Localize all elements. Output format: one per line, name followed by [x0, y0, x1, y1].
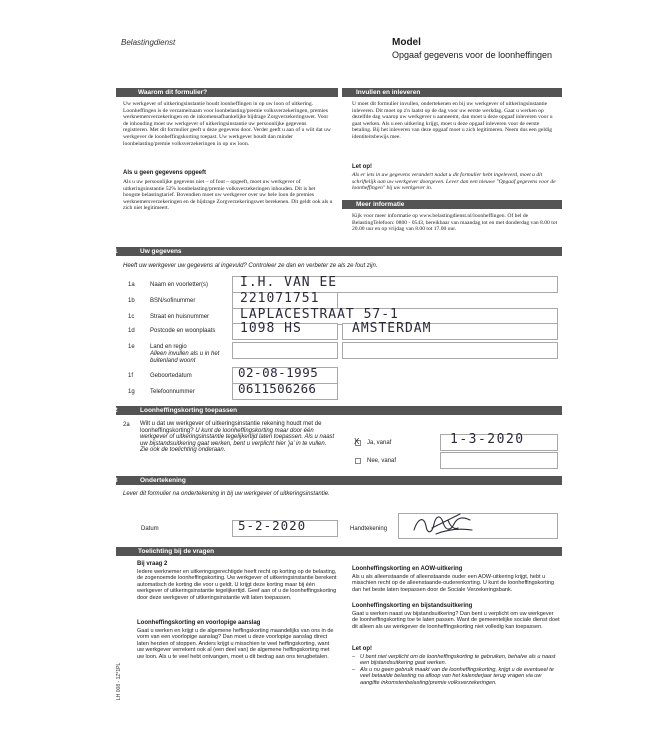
row-2a-question-text: Wilt u dat uw werkgever of uitkeringsinstantie rekening houdt met de loonheffingskorting? [140, 421, 322, 434]
form-title: Opgaaf gegevens voor de loonheffingen [392, 50, 552, 60]
voorlopig-heading: Loonheffingskorting en voorlopige aanslag [137, 620, 261, 626]
agency-name: Belastingdienst [121, 38, 176, 47]
invullen-text: U moet dit formulier invullen, ondertekenen en bij uw werkgever of uitkeringsinstantie inleveren. Dit moet op z'n laatst op de dag voor uw eerste werkdag. Gaat u werken op dezelfde dag waarop uw werkgever u aanneemt, dan moet u deze opgaaf inleveren voor u gaat werken. Als u een uitkering krijgt, moet u deze opgaaf inleveren voor de eerste betaling. Bij het inleveren van deze opgaaf moet u zich legitimeren. Neem dus een geldig identiteitsbewijs mee. [352, 101, 553, 140]
section-1-bar [116, 247, 562, 256]
street-value: LAPLACESTRAAT 57-1 [240, 307, 399, 322]
section-1-heading: Uw gegevens [140, 248, 182, 255]
date-label: Datum [141, 526, 159, 532]
no-checkbox[interactable] [355, 458, 361, 464]
row-1c-number: 1c [128, 314, 135, 320]
geen-gegevens-heading: Als u geen gegevens opgeeft [123, 170, 207, 176]
row-2a-question [140, 421, 336, 454]
letop-item-2: – Als u nu geen gebruik maakt van de loonheffingskorting, krijgt u de eventueel te veel betaalde belasting na afloop van het kalenderjaar terug vragen via uw aangifte inkomstenbelasting/premie volksverzekeringen. [352, 666, 554, 686]
row-1f-label: Geboortedatum [150, 373, 192, 379]
postcode-value: 1098 HS [240, 321, 302, 336]
letop-list [352, 654, 560, 686]
region-field[interactable] [342, 342, 558, 359]
no-label: Nee, vanaf [367, 458, 397, 464]
phone-value: 0611506266 [238, 381, 317, 396]
section-3-number: 3 [114, 477, 118, 484]
voorlopig-text: Gaat u werken en krijgt u de algemene heffingskorting maandelijks van ons in de vorm van een voorlopige aanslag? Dan moet u deze voorlopige aanslag direct laten herzien of stoppen. Anders krijgt u misschien te veel heffingskorting, want uw werkgever verrekent ook al (een deel van) de algemene heffingskorting met uw loon. Als u te veel hebt ontvangen, moet u dit bedrag aan ons terugbetalen. [137, 628, 334, 660]
signature-image [410, 508, 480, 542]
yes-label: Ja, vanaf [367, 440, 392, 446]
section-2-number: 2 [114, 407, 118, 414]
model-label: Model [392, 37, 421, 48]
section-2-bar [116, 406, 562, 415]
row-1e-label: Land en regio [150, 344, 187, 350]
row-2a-question-note: U kunt de loonheffingskorting maar door één werkgever of uitkeringsinstantie tegelijkertijd laten toepassen. Als u naast uw bijstandsuitkering gaat werken, bent u verplicht hier 'ja' in te vullen. Zie ook de toelichting onderaan. [140, 427, 335, 454]
section-1-number: 1 [114, 248, 118, 255]
toelichting-heading: Toelichting bij de vragen [116, 547, 562, 556]
invullen-heading: Invullen en inleveren [342, 88, 562, 97]
row-1a-label: Naam en voorletter(s) [150, 282, 209, 288]
name-value: I.H. VAN EE [240, 275, 338, 290]
vraag2-text: Iedere werknemer en uitkeringsgerechtigde heeft recht op korting op de belasting, de zogenoemde loonheffingskorting. Uw werkgever of uitkeringsinstantie berekent automatisch de korting die voor u geldt. U krijgt deze korting maar bij één werkgever of uitkeringsinstantie tegelijkertijd. Geef aan of u de loonheffingskorting door deze werkgever of uitkeringsinstantie wilt laten toepassen. [137, 569, 337, 601]
yes-date-value: 1-3-2020 [450, 432, 525, 447]
section-3-bar [116, 476, 562, 485]
row-1a-number: 1a [128, 282, 135, 288]
letop-text-1: Als er iets in uw gegevens verandert nadat u dit formulier hebt ingeleverd, moet u dit schriftelijk aan uw werkgever doorgeven. Lever dan een nieuwe "Opgaaf gegevens voor de loonheffingen" bij uw werkgever in. [352, 172, 556, 192]
row-1f-number: 1f [128, 373, 134, 379]
vraag2-heading: Bij vraag 2 [137, 561, 168, 567]
sign-date-value: 5-2-2020 [238, 518, 307, 533]
row-1e-number: 1e [128, 344, 135, 350]
row-2a-number: 2a [123, 422, 130, 428]
row-1d-number: 1d [128, 328, 135, 334]
bsn-value: 221071751 [240, 291, 320, 306]
section-3-instruction: Lever dit formulier na ondertekening in bij uw werkgever of uitkeringsinstantie. [123, 491, 330, 497]
birthdate-value: 02-08-1995 [238, 365, 319, 380]
waarom-text: Uw werkgever of uitkeringsinstantie houdt loonheffingen in op uw loon of uitkering. Loonheffingen is de verzamelnaam voor loonbelasting/premie volksverzekeringen, premies werknemersverzekeringen en de inkomensafhankelijke bijdrage Zorgverzekeringswet. Voor de inhouding moet uw werkgever of uitkeringsinstantie uw persoonlijke gegevens registreren. Met dit formulier geeft u deze gegevens door. Verder geeft u aan of u wilt dat uw werkgever de loonheffingskorting toepast. Uw werkgever houdt dan minder loonbelasting/premie volksverzekeringen in op uw loon. [123, 101, 331, 147]
waarom-heading: Waarom dit formulier? [116, 88, 338, 97]
signature-label: Handtekening [350, 526, 388, 532]
letop-item-1: – U bent niet verplicht om de loonheffingskorting te gebruiken, behalve als u naast een bijstandsuitkering gaat werken. [352, 654, 556, 667]
bijstand-heading: Loonheffingskorting en bijstandsuitkering [352, 603, 473, 609]
row-1g-label: Telefoonnummer [150, 389, 195, 395]
letop-heading-1: Let op! [352, 164, 372, 170]
row-1e-note: Alleen invullen als u in het buitenland woont [150, 351, 220, 364]
yes-checkmark: X [354, 437, 360, 446]
geen-gegevens-text: Als u uw persoonlijke gegevens niet – of fout – opgeeft, moet uw werkgever of uitkeringsinstantie 52% loonbelasting/premie volksverzekeringen inhouden. Dit is het hoogste belastingtarief. Bovendien moet uw werkgever over uw hele loon de premies werknemersverzekeringen en de bijdrage Zorgverzekeringswet berekenen. Dit geldt ook als u zich niet legitimeert. [123, 179, 333, 212]
row-1c-label: Straat en huisnummer [150, 314, 210, 320]
row-1b-number: 1b [128, 298, 135, 304]
section-2-heading: Loonheffingskorting toepassen [140, 407, 238, 414]
no-date-field[interactable] [440, 452, 558, 469]
bijstand-text: Gaat u werken naast uw bijstandsuitkering? Dan bent u verplicht om uw werkgever de loonheffingskorting toe te laten passen. Want de gemeentelijke sociale dienst doet dit alleen als uw werkgever de loonheffingskorting niet volledig kan toepassen. [352, 611, 560, 630]
row-1d-label: Postcode en woonplaats [150, 328, 216, 334]
aow-text: Als u als alleenstaande of alleenstaande ouder een AOW-uitkering krijgt, hebt u misschien recht op de alleenstaande-ouderenkorting. U kunt de loonheffingskorting dan het beste laten toepassen door de Sociale Verzekeringsbank. [352, 574, 554, 593]
section-1-instruction: Heeft uw werkgever uw gegevens al ingevuld? Controleer ze dan en verbeter ze als ze fout zijn. [123, 263, 378, 269]
city-value: AMSTERDAM [352, 321, 432, 336]
meer-info-heading: Meer informatie [342, 200, 562, 209]
section-3-heading: Ondertekening [140, 477, 186, 484]
row-1g-number: 1g [128, 389, 135, 395]
row-1b-label: BSN/sofinummer [150, 298, 196, 304]
country-field[interactable] [232, 342, 338, 359]
aow-heading: Loonheffingskorting en AOW-uitkering [352, 566, 463, 572]
form-code: LH 008 - 1Z*1PL [116, 662, 122, 700]
letop-heading-2: Let op! [352, 646, 372, 652]
meer-info-text: Kijk voor meer informatie op www.belastingdienst.nl/loonheffingen. Of bel de BelastingTelefoon: 0800 - 0543, bereikbaar van maandag tot en met donderdag van 8.00 tot 20.00 uur en op vrijdag van 8.00 tot 17.00 uur. [352, 213, 558, 233]
